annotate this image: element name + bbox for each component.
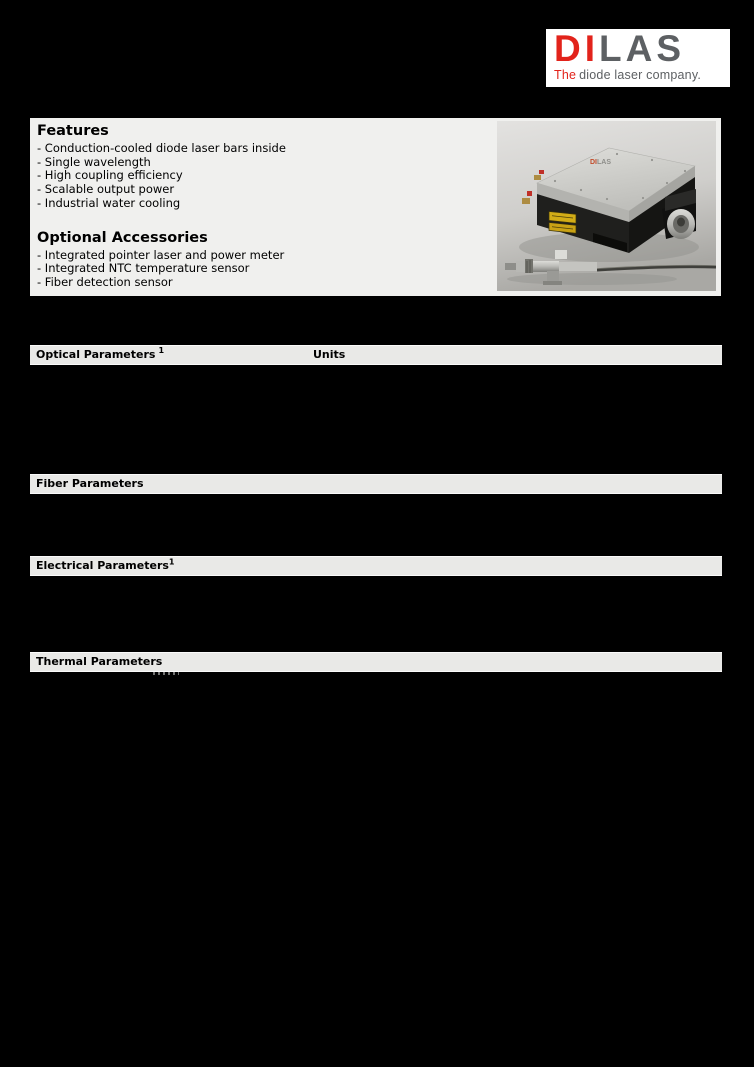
- section-title: Fiber Parameters: [36, 477, 144, 490]
- module-logo: DILAS: [590, 159, 611, 166]
- tagline-the: The: [554, 68, 577, 82]
- accessory-item: - Integrated pointer laser and power meter: [37, 247, 285, 262]
- feature-item: - Single wavelength: [37, 154, 151, 169]
- logo-tagline: [554, 68, 730, 83]
- section-header-optical-parameters: [30, 345, 722, 365]
- gold-fitting: [534, 175, 541, 180]
- feature-item: - Conduction-cooled diode laser bars inside: [37, 141, 286, 155]
- footnote-marker: 1: [168, 557, 175, 567]
- section-header-electrical-parameters: [30, 556, 722, 576]
- dilas-wordmark: [554, 30, 730, 68]
- wordmark-las: LAS: [599, 28, 685, 69]
- dilas-logo: [546, 29, 730, 87]
- clipped-text-fragment: [153, 672, 179, 675]
- features-title: Features: [37, 123, 109, 139]
- wordmark-di: DI: [554, 28, 599, 69]
- section-header-fiber-parameters: [30, 474, 722, 494]
- features-panel: [30, 118, 721, 296]
- accessories-title: Optional Accessories: [37, 229, 208, 246]
- accessory-item: - Integrated NTC temperature sensor: [37, 261, 250, 276]
- accessory-item: - Fiber detection sensor: [37, 274, 173, 289]
- product-photo: [497, 121, 716, 291]
- feature-item: - Scalable output power: [37, 182, 175, 197]
- fiber-output-connector: [662, 189, 696, 239]
- feature-item: - Industrial water cooling: [37, 195, 181, 210]
- section-title: Thermal Parameters: [36, 655, 163, 668]
- feature-item: - High coupling efficiency: [37, 168, 183, 183]
- section-title: Optical Parameters: [36, 348, 156, 361]
- section-header-thermal-parameters: [30, 652, 722, 672]
- tagline-rest: diode laser company.: [579, 68, 702, 82]
- section-title: Electrical Parameters: [36, 559, 169, 572]
- footnote-marker: 1: [158, 346, 165, 356]
- units-column-header: Units: [313, 348, 346, 361]
- red-connector: [539, 170, 544, 174]
